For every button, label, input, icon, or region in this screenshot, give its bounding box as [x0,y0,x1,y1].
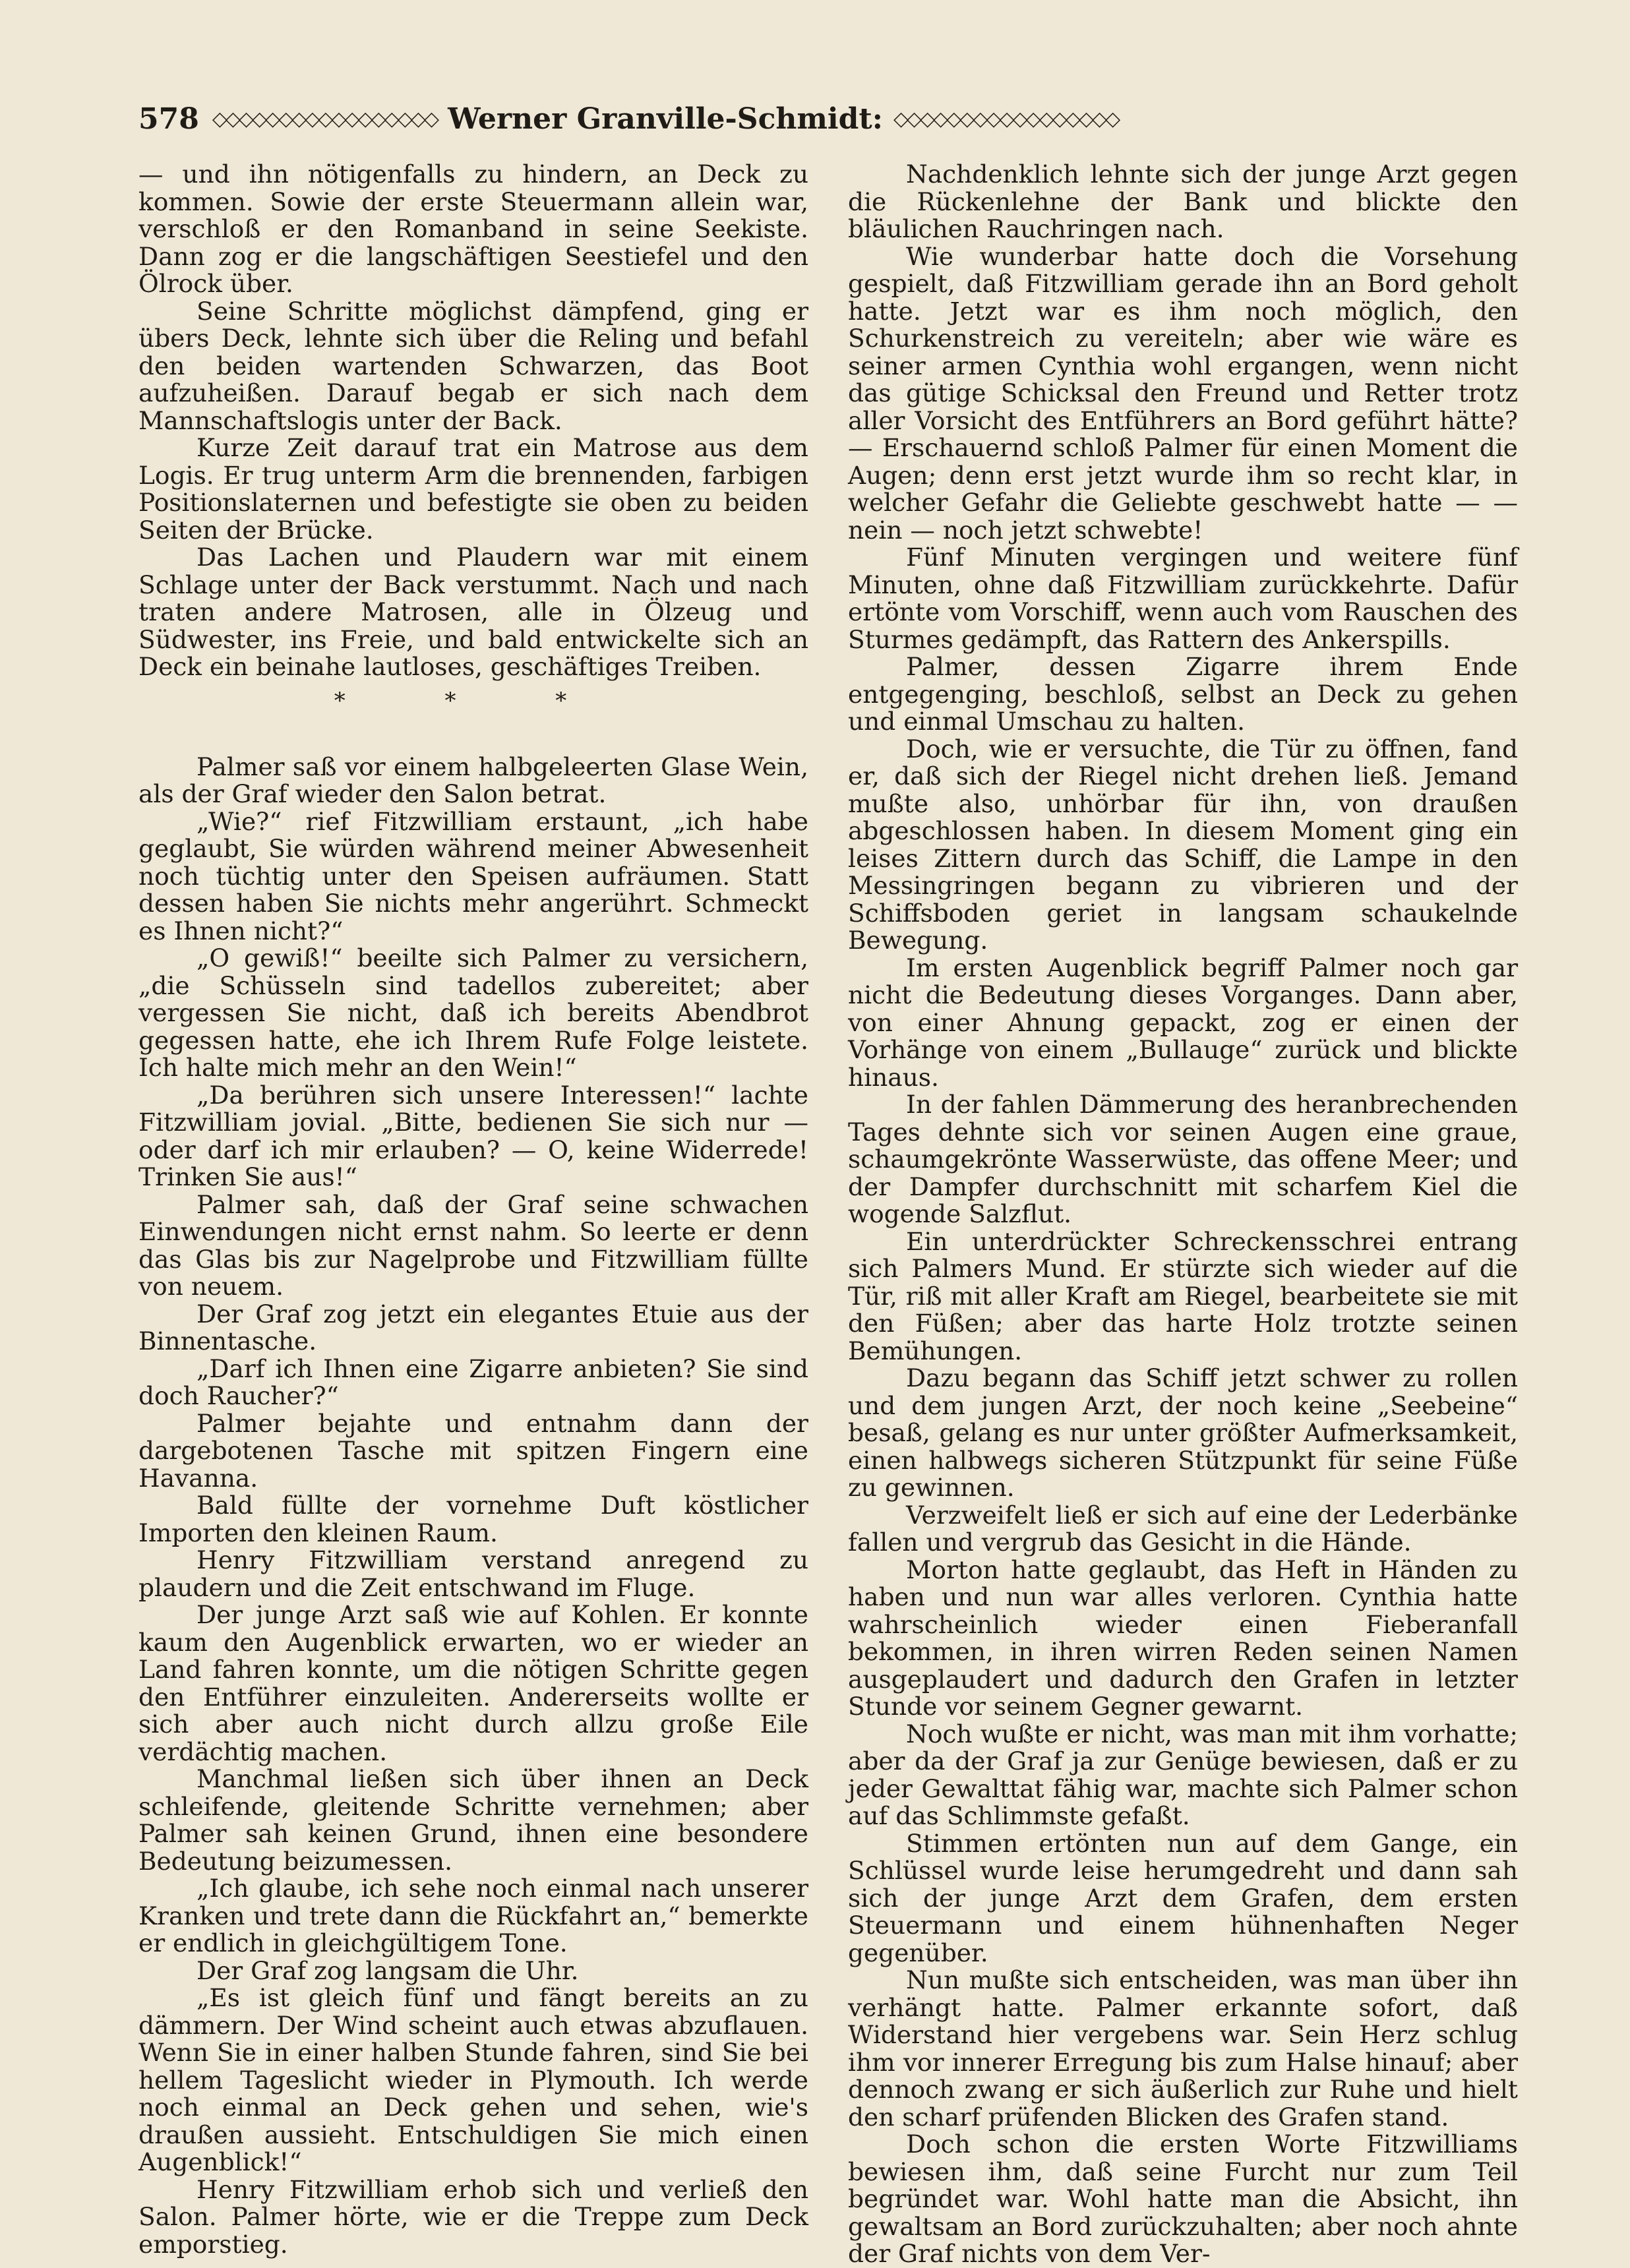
paragraph: Dazu begann das Schiff jetzt schwer zu rollen und dem jungen Arzt, der noch keine „Seebeine“ besaß, gelang es nur unter größter Aufmerksamkeit, einen halbwegs sicheren Stützpunkt für seine Füße zu gewinnen. [848,1363,1518,1502]
right-column [848,161,1518,2268]
paragraph: „Da berühren sich unsere Interessen!“ lachte Fitzwilliam jovial. „Bitte, bedienen Sie sich nur — oder darf ich mir erlauben? — O, keine Widerrede! Trinken Sie aus!“ [138,1080,808,1191]
running-title: Werner Granville-Schmidt: [448,102,883,136]
paragraph: In der fahlen Dämmerung des heranbrechenden Tages dehnte sich vor seinen Augen eine graue, schaumgekrönte Wasserwüste, das offene Meer; und der Dampfer durchschnitt mit scharfem Kiel die wogende Salzflut. [848,1090,1518,1228]
paragraph: Kurze Zeit darauf trat ein Matrose aus dem Logis. Er trug unterm Arm die brennenden, farbigen Positionslaternen und befestigte sie oben zu beiden Seiten der Brücke. [138,433,808,545]
paragraph: Nachdenklich lehnte sich der junge Arzt gegen die Rückenlehne der Bank und blickte den bläulichen Rauchringen nach. [848,160,1518,243]
paragraph: „O gewiß!“ beeilte sich Palmer zu versichern, „die Schüsseln sind tadellos zubereitet; aber vergessen Sie nicht, daß ich bereits Abendbrot gegessen hatte, ehe ich Ihrem Rufe Folge leistete. Ich halte mich mehr an den Wein!“ [138,943,808,1082]
paragraph: Der Graf zog langsam die Uhr. [196,1955,579,1985]
paragraph: Das Lachen und Plaudern war mit einem Schlage unter der Back verstummt. Nach und nach traten andere Matrosen, alle in Ölzeug und Südwester, ins Freie, und bald entwickelte sich an Deck ein beinahe lautloses, geschäftiges Treiben. [138,543,808,681]
paragraph: „Ich glaube, ich sehe noch einmal nach unserer Kranken und trete dann die Rückfahrt an,“ bemerkte er endlich in gleichgültigem Tone. [138,1874,808,1957]
paragraph: Fünf Minuten vergingen und weitere fünf Minuten, ohne daß Fitzwilliam zurückkehrte. Dafür ertönte vom Vorschiff, wenn auch vom Rauschen des Sturmes gedämpft, das Rattern des Ankerspills. [848,543,1518,654]
paragraph: „Darf ich Ihnen eine Zigarre anbieten? Sie sind doch Raucher?“ [138,1354,808,1410]
paragraph: Palmer bejahte und entnahm dann der dargebotenen Tasche mit spitzen Fingern eine Havanna. [138,1408,808,1493]
paragraph: Noch wußte er nicht, was man mit ihm vorhatte; aber da der Graf ja zur Genüge bewiesen, daß er zu jeder Gewalttat fähig war, machte sich Palmer schon auf das Schlimmste gefaßt. [848,1719,1518,1830]
running-header [138,92,1518,145]
paragraph: Palmer saß vor einem halbgeleerten Glase Wein, als der Graf wieder den Salon betrat. [138,752,808,808]
paragraph: Verzweifelt ließ er sich auf eine der Lederbänke fallen und vergrub das Gesicht in die Hände. [848,1500,1518,1557]
paragraph: — und ihn nötigenfalls zu hindern, an Deck zu kommen. Sowie der erste Steuermann allein war, verschloß er den Romanband in seine Seekiste. Dann zog er die langschäftigen Seestiefel und den Ölrock über. [138,160,808,298]
paragraph: Im ersten Augenblick begriff Palmer noch gar nicht die Bedeutung dieses Vorganges. Dann aber, von einer Ahnung gepackt, zog er einen der Vorhänge von einem „Bullauge“ zurück und blickte hinaus. [848,953,1518,1092]
left-column [138,161,808,2268]
page-number: 578 [138,102,199,136]
paragraph: Morton hatte geglaubt, das Heft in Händen zu haben und nun war alles verloren. Cynthia hatte wahrscheinlich wieder einen Fieberanfall bekommen, in ihren wirren Reden seinen Namen ausgeplaudert und dadurch den Grafen in letzter Stunde vor seinem Gegner gewarnt. [848,1555,1518,1721]
paragraph: Bald füllte der vornehme Duft köstlicher Importen den kleinen Raum. [138,1491,808,1547]
paragraph: Seine Schritte möglichst dämpfend, ging er übers Deck, lehnte sich über die Reling und befahl den beiden wartenden Schwarzen, das Boot aufzuheißen. Darauf begab er sich nach dem Mannschaftslogis unter der Back. [138,296,808,435]
section-separator: * * * [334,687,613,714]
text-columns [138,161,1518,2268]
paragraph: Henry Fitzwilliam erhob sich und verließ den Salon. Palmer hörte, wie er die Treppe zum Deck emporstieg. [138,2174,808,2259]
paragraph: Stimmen ertönten nun auf dem Gange, ein Schlüssel wurde leise herumgedreht und dann sah sich der junge Arzt dem Grafen, dem ersten Steuermann und einem hühnenhaften Neger gegenüber. [848,1828,1518,1967]
paragraph: Palmer, dessen Zigarre ihrem Ende entgegenging, beschloß, selbst an Deck zu gehen und einmal Umschau zu halten. [848,652,1518,736]
paragraph: Ein unterdrückter Schreckensschrei entrang sich Palmers Mund. Er stürzte sich wieder auf die Tür, riß mit aller Kraft am Riegel, bearbeitete sie mit den Füßen; aber das harte Holz trotzte seinen Bemühungen. [848,1226,1518,1365]
paragraph: „Es ist gleich fünf und fängt bereits an zu dämmern. Der Wind scheint auch etwas abzuflauen. Wenn Sie in einer halben Stunde fahren, sind Sie bei hellem Tageslicht wieder in Plymouth. Ich werde noch einmal an Deck gehen und sehen, wie's draußen aussieht. Entschuldigen Sie mich einen Augenblick!“ [138,1983,808,2176]
ornament-right: ◇◇◇◇◇◇◇◇◇◇◇◇◇◇◇◇◇ [893,107,1119,131]
paragraph: Palmer sah, daß der Graf seine schwachen Einwendungen nicht ernst nahm. So leerte er denn das Glas bis zur Nagelprobe und Fitzwilliam füllte von neuem. [138,1189,808,1301]
paragraph: Wie wunderbar hatte doch die Vorsehung gespielt, daß Fitzwilliam gerade ihn an Bord geholt hatte. Jetzt war es ihm noch möglich, den Schurkenstreich zu vereiteln; aber wie wäre es seiner armen Cynthia wohl ergangen, wenn nicht das gütige Schicksal den Freund und Retter trotz aller Vorsicht des Entführers an Bord geführt hätte? — Erschauernd schloß Palmer für einen Moment die Augen; denn erst jetzt wurde ihm so recht klar, in welcher Gefahr die Geliebte geschwebt hatte — — nein — noch jetzt schwebte! [848,241,1518,545]
ornament-left: ◇◇◇◇◇◇◇◇◇◇◇◇◇◇◇◇◇ [212,107,438,131]
paragraph: „Wie?“ rief Fitzwilliam erstaunt, „ich habe geglaubt, Sie würden während meiner Abwesenheit noch tüchtig unter den Speisen aufräumen. Statt dessen haben Sie nichts mehr angerührt. Schmeckt es Ihnen nicht?“ [138,806,808,945]
paragraph: Nun mußte sich entscheiden, was man über ihn verhängt hatte. Palmer erkannte sofort, daß Widerstand hier vergebens war. Sein Herz schlug ihm vor innerer Erregung bis zum Halse hinauf; aber dennoch zwang er sich äußerlich zur Ruhe und hielt den scharf prüfenden Blicken des Grafen stand. [848,1965,1518,2132]
paragraph: Doch schon die ersten Worte Fitzwilliams bewiesen ihm, daß seine Furcht nur zum Teil begründet war. Wohl hatte man die Absicht, ihn gewaltsam an Bord zurückzuhalten; aber noch ahnte der Graf nichts von dem Ver- [848,2130,1518,2268]
paragraph: Doch, wie er versuchte, die Tür zu öffnen, fand er, daß sich der Riegel nicht drehen ließ. Jemand mußte also, unhörbar für ihn, von draußen abgeschlossen haben. In diesem Moment ging ein leises Zittern durch das Schiff, die Lampe in den Messingringen begann zu vibrieren und der Schiffsboden geriet in langsam schaukelnde Bewegung. [848,734,1518,955]
paragraph: Manchmal ließen sich über ihnen an Deck schleifende, gleitende Schritte vernehmen; aber Palmer sah keinen Grund, ihnen eine besondere Bedeutung beizumessen. [138,1764,808,1876]
paragraph: Henry Fitzwilliam verstand anregend zu plaudern und die Zeit entschwand im Fluge. [138,1545,808,1602]
paragraph: Der junge Arzt saß wie auf Kohlen. Er konnte kaum den Augenblick erwarten, wo er wieder an Land fahren konnte, um die nötigen Schritte gegen den Entführer einzuleiten. Andererseits wollte er sich aber auch nicht durch allzu große Eile verdächtig machen. [138,1600,808,1766]
paragraph: Der Graf zog jetzt ein elegantes Etuie aus der Binnentasche. [138,1299,808,1356]
